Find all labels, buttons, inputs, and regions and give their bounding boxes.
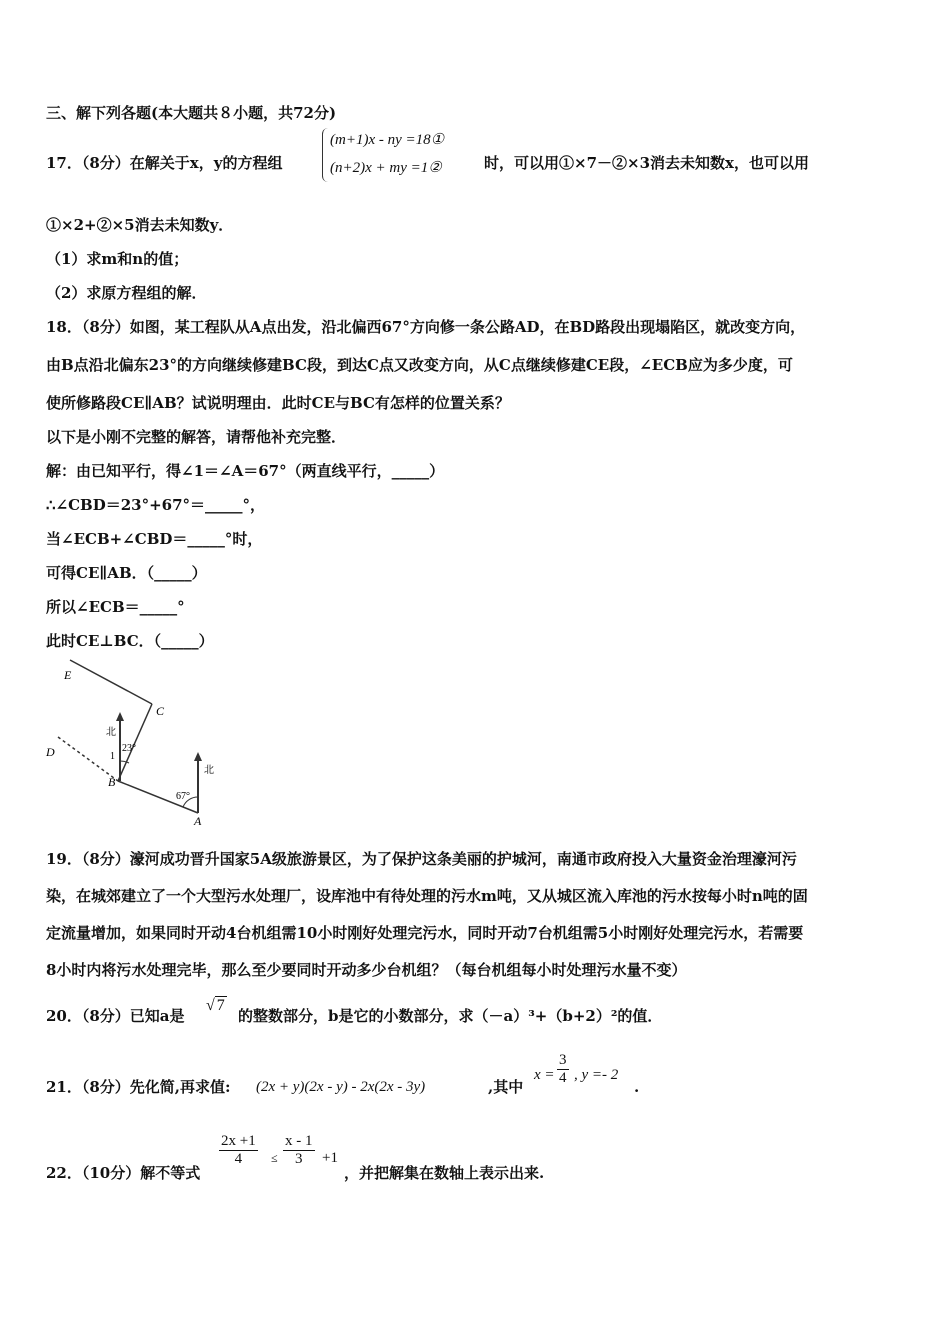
- plus-one: +1: [322, 1150, 338, 1166]
- q17-sub1: （1）求m和n的值；: [46, 250, 189, 268]
- q22-suffix: ，并把解集在数轴上表示出来.: [344, 1164, 545, 1182]
- q18-step4: 可得CE∥AB．（_____）: [46, 564, 207, 582]
- equation-2: (n+2)x + my =1②: [330, 160, 442, 176]
- q17-sub2: （2）求原方程组的解．: [46, 284, 207, 302]
- direction-figure: [40, 657, 230, 827]
- q18-step2: ∴∠CBD＝23°+67°＝_____°，: [46, 496, 266, 514]
- denominator-right: 3: [295, 1151, 303, 1167]
- label-north-b: 北: [106, 727, 116, 738]
- q20-suffix: 的整数部分，b是它的小数部分，求（－a）³+（b+2）²的值．: [238, 1007, 663, 1025]
- numerator-left: 2x +1: [221, 1133, 256, 1149]
- numerator: 3: [559, 1052, 567, 1068]
- q22-prefix: 22．（10分）解不等式: [46, 1164, 201, 1182]
- q19-line1: 19．（8分）濠河成功晋升国家5A级旅游景区，为了保护这条美丽的护城河，南通市政府投入大量资金治理濠河污: [46, 850, 797, 868]
- q21-expression: (2x + y)(2x - y) - 2x(2x - 3y): [256, 1079, 426, 1095]
- label-a: A: [194, 814, 202, 827]
- q21-prefix: 21．（8分）先化简,再求值:: [46, 1078, 231, 1096]
- q18-line4: 以下是小刚不完整的解答，请帮他补充完整．: [46, 428, 347, 446]
- north-arrow-b: [116, 712, 124, 721]
- le-sign: ≤: [271, 1151, 278, 1165]
- sqrt-7: [206, 997, 227, 1015]
- fraction-right: [283, 1133, 315, 1168]
- fraction-left: [219, 1133, 258, 1168]
- arc-23: [120, 761, 129, 763]
- q21-y-eq: , y =- 2: [574, 1067, 619, 1083]
- label-d: D: [46, 745, 55, 759]
- q17-suffix: 时，可以用①×7－②×3消去未知数x，也可以用: [484, 154, 809, 172]
- q21-end: .: [634, 1078, 640, 1096]
- q18-line2: 由B点沿北偏东23°的方向继续修建BC段，到达C点又改变方向，从C点继续修建CE段，∠ECB应为多少度，可: [46, 356, 793, 374]
- q18-step1: 解：由已知平行，得∠1＝∠A＝67°（两直线平行，_____）: [46, 462, 445, 480]
- label-b: B: [108, 775, 116, 789]
- equation-1: (m+1)x - ny =18①: [330, 132, 445, 148]
- north-arrow-a: [194, 752, 202, 761]
- q19-line4: 8小时内将污水处理完毕，那么至少要同时开动多少台机组？（每台机组每小时处理污水量不变）: [46, 961, 687, 979]
- q18-step3: 当∠ECB+∠CBD＝_____°时，: [46, 530, 263, 548]
- fraction-3-4: [557, 1052, 569, 1087]
- q18-step6: 此时CE⊥BC．（_____）: [46, 632, 214, 650]
- label-north-a: 北: [204, 765, 214, 776]
- segment-ce: [70, 660, 152, 704]
- q17-line2: ①×2+②×5消去未知数y．: [46, 216, 234, 234]
- denominator: 4: [559, 1070, 567, 1086]
- q18-line3: 使所修路段CE∥AB？试说明理由．此时CE与BC有怎样的位置关系？: [46, 394, 510, 412]
- label-c: C: [156, 704, 165, 718]
- denominator-left: 4: [234, 1151, 243, 1167]
- q18-line1: 18．（8分）如图，某工程队从A点出发，沿北偏西67°方向修一条公路AD，在BD路段出现塌陷区，就改变方向，: [46, 318, 806, 336]
- q18-step5: 所以∠ECB＝_____°: [46, 598, 185, 616]
- q17-prefix: 17．（8分）在解关于x，y的方程组: [46, 154, 283, 172]
- label-angle-23: 23°: [122, 743, 136, 754]
- q19-line2: 染，在城郊建立了一个大型污水处理厂，设库池中有待处理的污水m吨，又从城区流入库池的污水按每小时n吨的固: [46, 887, 808, 905]
- equation-system: [322, 128, 482, 182]
- q20-prefix: 20．（8分）已知a是: [46, 1007, 185, 1025]
- q19-line3: 定流量增加，如果同时开动4台机组需10小时刚好处理完污水，同时开动7台机组需5小时刚好处理完污水，若需要: [46, 924, 804, 942]
- label-angle-67: 67°: [176, 791, 190, 802]
- q21-x-eq: x =: [534, 1067, 555, 1083]
- label-angle-1: 1: [110, 751, 115, 762]
- numerator-right: x - 1: [285, 1133, 313, 1149]
- radical-sign: √: [206, 997, 215, 1014]
- label-e: E: [64, 668, 72, 682]
- radicand: 7: [216, 997, 225, 1014]
- section-title: 三、解下列各题(本大题共８小题，共72分): [46, 104, 337, 122]
- q21-mid: ,其中: [488, 1078, 524, 1096]
